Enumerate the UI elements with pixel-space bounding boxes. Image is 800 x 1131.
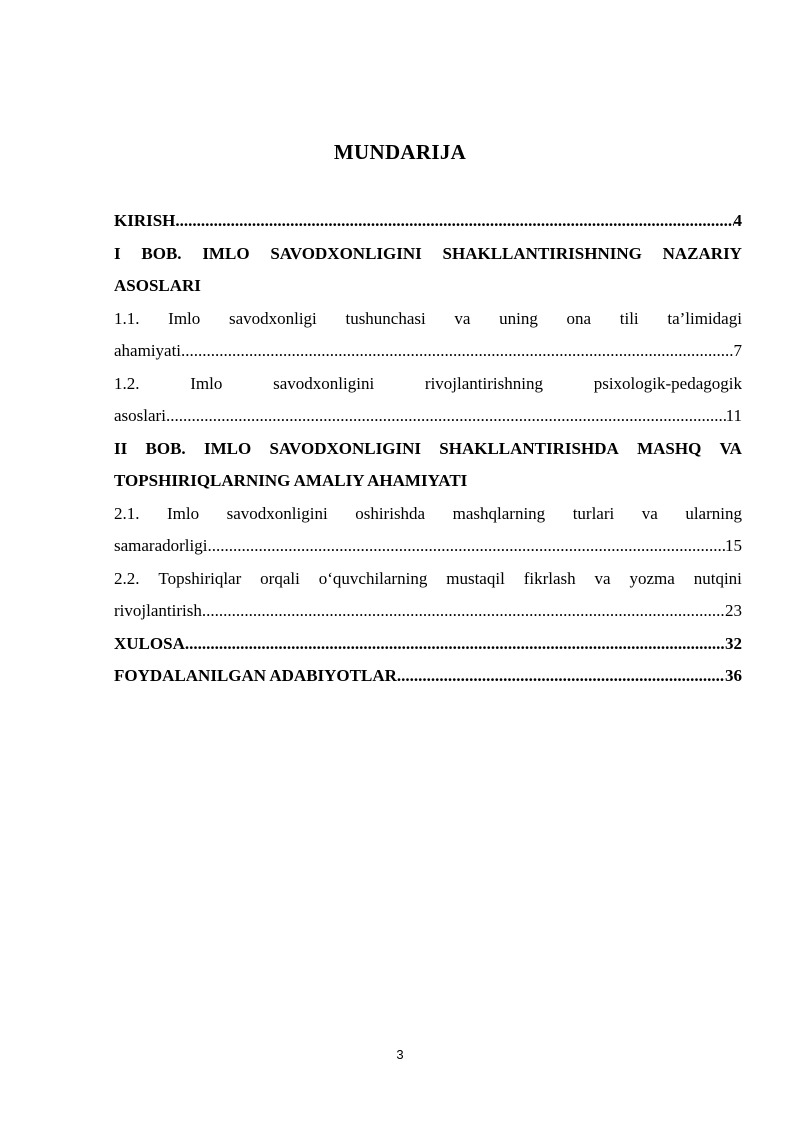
page-title: MUNDARIJA [333,140,467,164]
toc-word: SAVODXONLIGINI [270,243,422,263]
toc-word: uning [499,308,538,328]
toc-word: SAVODXONLIGINI [269,438,421,458]
toc-entry-bob1-cont[interactable] [114,270,742,303]
toc-word: va [454,308,471,328]
toc-word: ularning [685,503,742,523]
toc-entry-xulosa[interactable] [114,628,742,661]
toc-entry-1-2[interactable] [114,368,742,401]
toc-entry-label: KIRISH [114,211,176,230]
toc-word: MASHQ [637,438,702,458]
toc-word: 1.2. [114,373,140,393]
toc-word: nutqini [693,568,742,588]
table-of-contents [114,205,742,693]
toc-word: va [641,503,658,523]
toc-entry-label: samaradorligi [114,536,208,555]
toc-word: tili [619,308,639,328]
toc-word: SHAKLLANTIRISHNING [442,243,642,263]
toc-entry-bob1[interactable] [114,238,742,271]
toc-word: II [114,438,128,458]
toc-word: BOB. [145,438,186,458]
dot-leader [166,400,726,433]
dot-leader [185,628,725,661]
toc-page-number: 11 [725,406,742,425]
dot-leader [175,205,733,238]
toc-word: VA [719,438,742,458]
toc-word: SHAKLLANTIRISHDA [439,438,619,458]
dot-leader [181,335,733,368]
toc-page-number: 32 [725,633,742,653]
toc-word: ta’limidagi [667,308,742,328]
toc-entry-2-1-cont[interactable] [114,530,742,563]
toc-word: NAZARIY [662,243,742,263]
toc-word: IMLO [202,243,250,263]
toc-entry-2-2-cont[interactable] [114,595,742,628]
toc-entry-adabiyotlar[interactable] [114,660,742,693]
toc-entry-bob2[interactable] [114,433,742,466]
toc-word: tushunchasi [345,308,426,328]
toc-word: rivojlantirishning [424,373,543,393]
toc-word: Topshiriqlar [158,568,242,588]
toc-entry-label: ASOSLARI [114,276,201,295]
dot-leader [397,660,725,693]
toc-page-number: 23 [725,601,742,620]
toc-page-number: 7 [733,341,742,360]
toc-word: mashqlarning [452,503,546,523]
toc-word: yozma [629,568,675,588]
toc-word: psixologik-pedagogik [593,373,742,393]
toc-entry-label: XULOSA [114,633,185,653]
toc-word: 2.1. [114,503,140,523]
toc-word: turlari [572,503,615,523]
toc-page-number: 15 [725,536,742,555]
toc-word: 1.1. [114,308,140,328]
toc-entry-2-1[interactable] [114,498,742,531]
toc-page-number: 4 [733,211,742,230]
toc-word: 2.2. [114,568,140,588]
toc-entry-bob2-cont[interactable] [114,465,742,498]
toc-entry-label: ahamiyati [114,341,182,360]
toc-word: Imlo [167,503,200,523]
toc-word: o‘quvchilarning [318,568,428,588]
toc-word: orqali [260,568,300,588]
toc-word: ona [566,308,592,328]
dot-leader [202,595,725,628]
toc-word: Imlo [190,373,223,393]
page-number: 3 [396,1047,404,1062]
toc-entry-label: TOPSHIRIQLARNING AMALIY AHAMIYATI [114,471,468,490]
toc-entry-kirish[interactable] [114,205,742,238]
toc-entry-2-2[interactable] [114,563,742,596]
toc-word: BOB. [141,243,182,263]
toc-word: Imlo [168,308,201,328]
dot-leader [207,530,725,563]
toc-word: IMLO [203,438,252,458]
toc-word: mustaqil [446,568,505,588]
toc-word: va [594,568,611,588]
toc-word: savodxonligini [273,373,375,393]
toc-entry-label: FOYDALANILGAN ADABIYOTLAR [114,666,397,685]
toc-entry-1-1[interactable] [114,303,742,336]
toc-word: savodxonligi [228,308,317,328]
toc-word: fikrlash [523,568,576,588]
toc-entry-1-2-cont[interactable] [114,400,742,433]
toc-entry-label: asoslari [114,406,166,425]
toc-word: oshirishda [355,503,426,523]
toc-word: savodxonligini [226,503,328,523]
toc-page-number: 36 [725,666,742,685]
toc-entry-1-1-cont[interactable] [114,335,742,368]
toc-entry-label: rivojlantirish [114,601,202,620]
toc-word: I [114,243,121,263]
